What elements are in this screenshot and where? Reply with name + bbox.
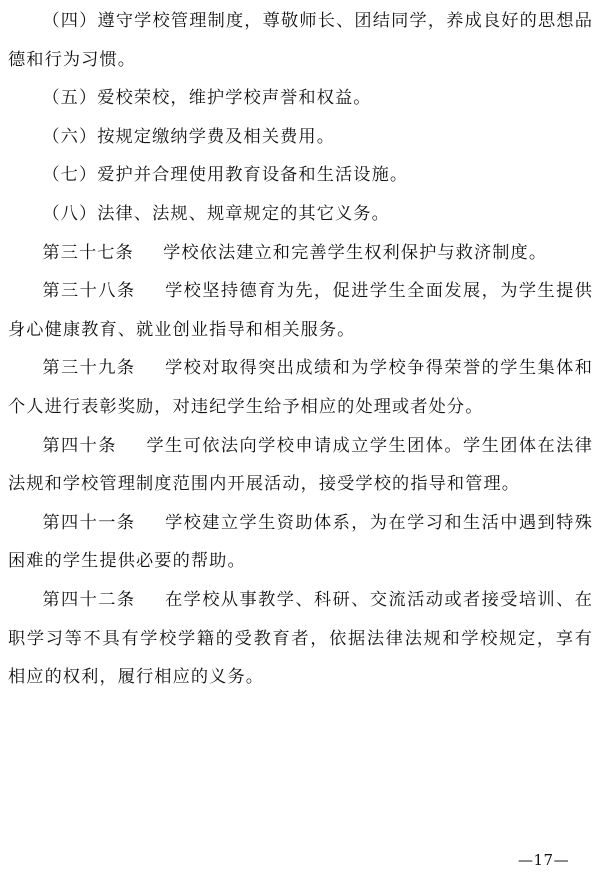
clause-paragraph xyxy=(8,195,593,234)
article-text: 学校建立学生资助体系，为在学习和生活中遇到特殊困难的学生提供必要的帮助。 xyxy=(8,512,593,572)
article-number: 第三十九条 xyxy=(42,358,136,379)
clause-text: （六）按规定缴纳学费及相关费用。 xyxy=(42,126,335,147)
article-text: 在学校从事教学、科研、交流活动或者接受培训、在职学习等不具有学校学籍的受教育者，依据法律法规和学校规定，享有相应的权利，履行相应的义务。 xyxy=(8,589,593,688)
article-text: 学校坚持德育为先，促进学生全面发展，为学生提供身心健康教育、就业创业指导和相关服务。 xyxy=(8,281,593,340)
article-text: 学生可依法向学校申请成立学生团体。学生团体在法律法规和学校管理制度范围内开展活动，接受学校的指导和管理。 xyxy=(8,435,593,495)
article-paragraph xyxy=(8,234,593,273)
article-number: 第四十一条 xyxy=(42,512,136,533)
clause-paragraph xyxy=(8,79,593,118)
clause-paragraph xyxy=(8,118,593,157)
article-text: 学校依法建立和完善学生权利保护与救济制度。 xyxy=(163,242,548,263)
clause-text: （七）爱护并合理使用教育设备和生活设施。 xyxy=(42,165,409,186)
article-number: 第三十八条 xyxy=(42,281,136,302)
article-paragraph xyxy=(8,349,593,426)
clause-text: （八）法律、法规、规章规定的其它义务。 xyxy=(42,203,390,224)
article-paragraph xyxy=(8,272,593,349)
document-body xyxy=(8,2,593,697)
article-paragraph xyxy=(8,427,593,504)
article-number: 第四十条 xyxy=(42,435,117,456)
page-number: —17— xyxy=(518,851,570,869)
article-paragraph xyxy=(8,504,593,581)
article-text: 学校对取得突出成绩和为学校争得荣誉的学生集体和个人进行表彰奖励，对违纪学生给予相应的处理或者处分。 xyxy=(8,358,593,417)
article-paragraph xyxy=(8,581,593,697)
clause-text: （五）爱校荣校，维护学校声誉和权益。 xyxy=(42,88,372,109)
article-number: 第四十二条 xyxy=(42,589,136,610)
article-number: 第三十七条 xyxy=(42,242,134,263)
clause-text: （四）遵守学校管理制度，尊敬师长、团结同学，养成良好的思想品德和行为习惯。 xyxy=(8,11,593,70)
clause-paragraph xyxy=(8,156,593,195)
clause-paragraph xyxy=(8,2,593,79)
